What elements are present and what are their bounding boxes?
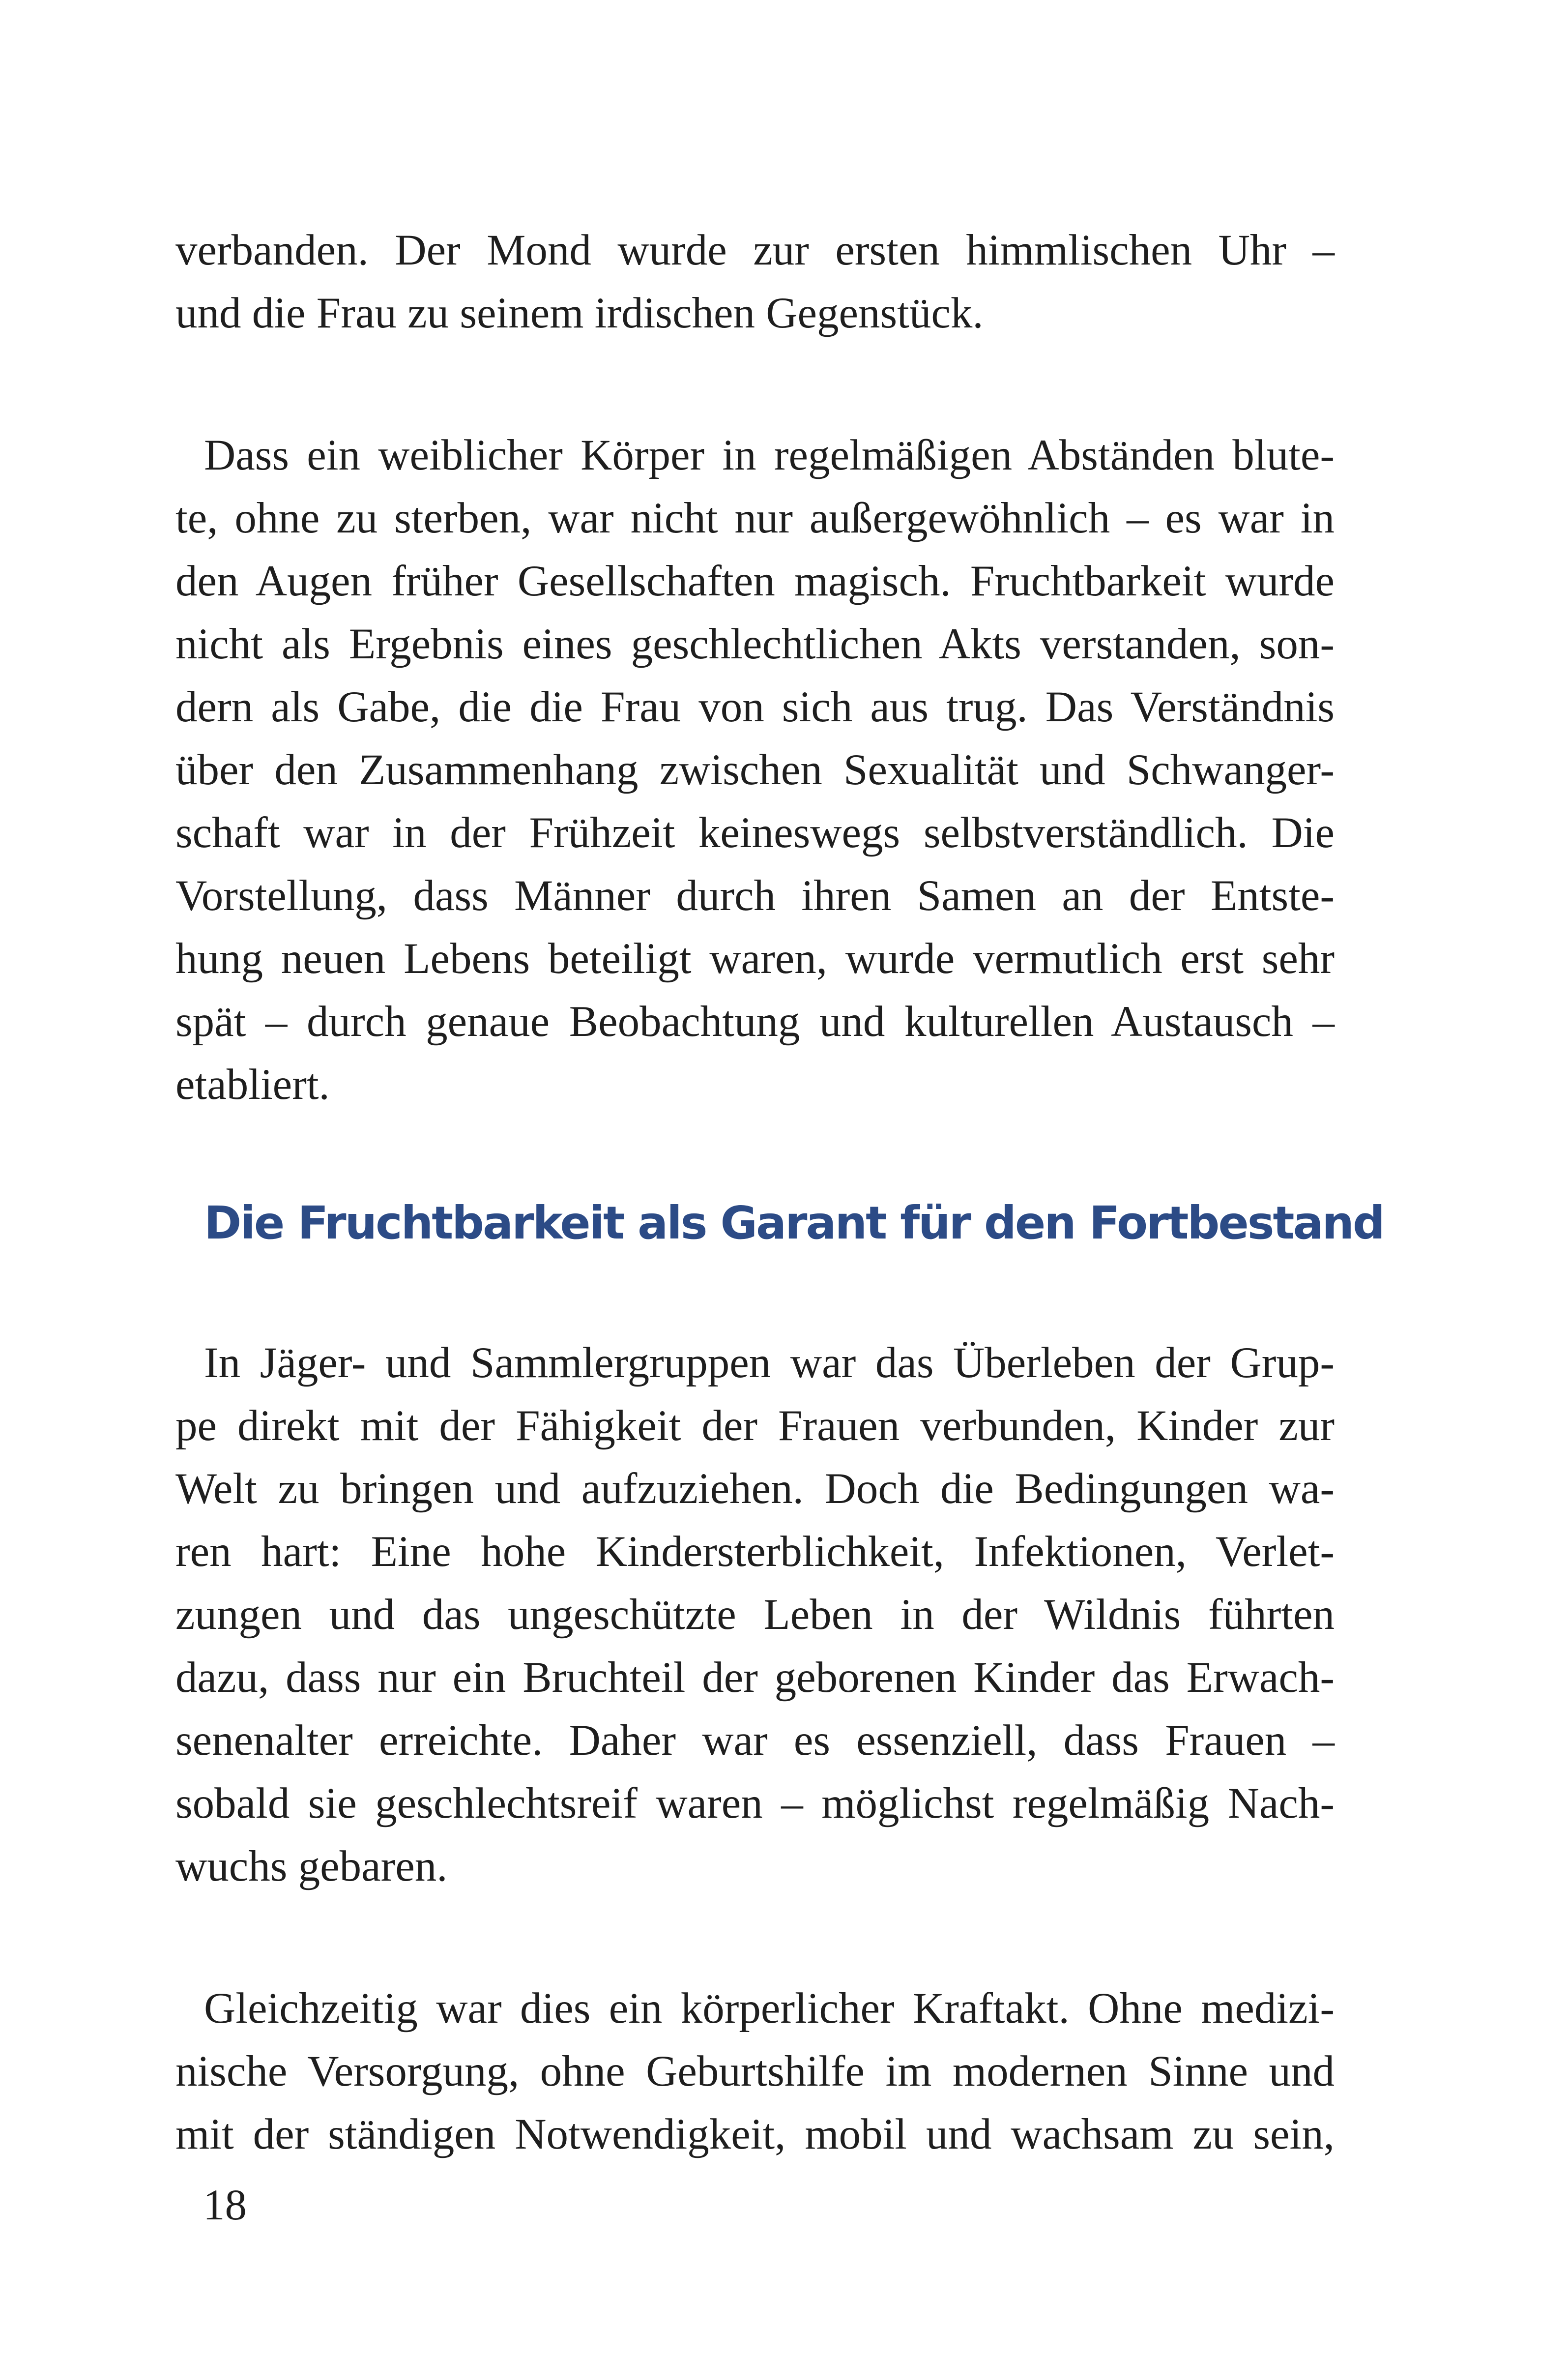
text-line: und die Frau zu seinem irdischen Gegenstück.: [175, 289, 984, 337]
text-line: über den Zusammenhang zwischen Sexualität und Schwanger-: [175, 746, 1335, 794]
text-line: etabliert.: [175, 1061, 330, 1109]
paragraph: [175, 219, 1335, 345]
text-line: schaft war in der Frühzeit keineswegs selbstverständlich. Die: [175, 809, 1335, 857]
paragraph: [175, 424, 1335, 1116]
text-line: sobald sie geschlechtsreif waren – möglichst regelmäßig Nach-: [175, 1779, 1335, 1828]
text-line: Vorstellung, dass Männer durch ihren Samen an der Entste-: [175, 872, 1335, 920]
text-line: Gleichzeitig war dies ein körperlicher Kraftakt. Ohne medizi-: [204, 1984, 1335, 2033]
text-line: senenalter erreichte. Daher war es essenziell, dass Frauen –: [175, 1716, 1335, 1765]
text-line: In Jäger- und Sammlergruppen war das Überleben der Grup-: [204, 1339, 1335, 1387]
text-line: dern als Gabe, die die Frau von sich aus trug. Das Verständnis: [175, 683, 1335, 731]
text-line: hung neuen Lebens beteiligt waren, wurde vermutlich erst sehr: [175, 935, 1335, 983]
text-line: nische Versorgung, ohne Geburtshilfe im modernen Sinne und: [175, 2047, 1335, 2095]
page-number: 18: [203, 2181, 247, 2229]
text-line: Dass ein weiblicher Körper in regelmäßigen Abständen blute-: [204, 431, 1335, 479]
text-line: spät – durch genaue Beobachtung und kulturellen Austausch –: [175, 998, 1335, 1046]
text-line: verbanden. Der Mond wurde zur ersten himmlischen Uhr –: [175, 226, 1335, 274]
paragraph: [175, 1331, 1335, 1898]
section-heading: Die Fruchtbarkeit als Garant für den Fortbestand: [204, 1197, 1384, 1249]
text-line: te, ohne zu sterben, war nicht nur außergewöhnlich – es war in: [175, 494, 1335, 542]
text-line: pe direkt mit der Fähigkeit der Frauen verbunden, Kinder zur: [175, 1402, 1335, 1450]
text-line: den Augen früher Gesellschaften magisch. Fruchtbarkeit wurde: [175, 557, 1335, 605]
paragraph: [175, 1977, 1335, 2166]
page-body: [175, 219, 1384, 2166]
text-line: dazu, dass nur ein Bruchteil der geborenen Kinder das Erwach-: [175, 1653, 1335, 1702]
text-line: ren hart: Eine hohe Kindersterblichkeit, Infektionen, Verlet-: [175, 1528, 1335, 1576]
text-line: Welt zu bringen und aufzuziehen. Doch die Bedingungen wa-: [175, 1465, 1335, 1513]
text-line: mit der ständigen Notwendigkeit, mobil und wachsam zu sein,: [175, 2110, 1335, 2158]
text-line: zungen und das ungeschützte Leben in der Wildnis führten: [175, 1591, 1335, 1639]
text-line: wuchs gebaren.: [175, 1842, 448, 1890]
text-line: nicht als Ergebnis eines geschlechtlichen Akts verstanden, son-: [175, 620, 1335, 668]
